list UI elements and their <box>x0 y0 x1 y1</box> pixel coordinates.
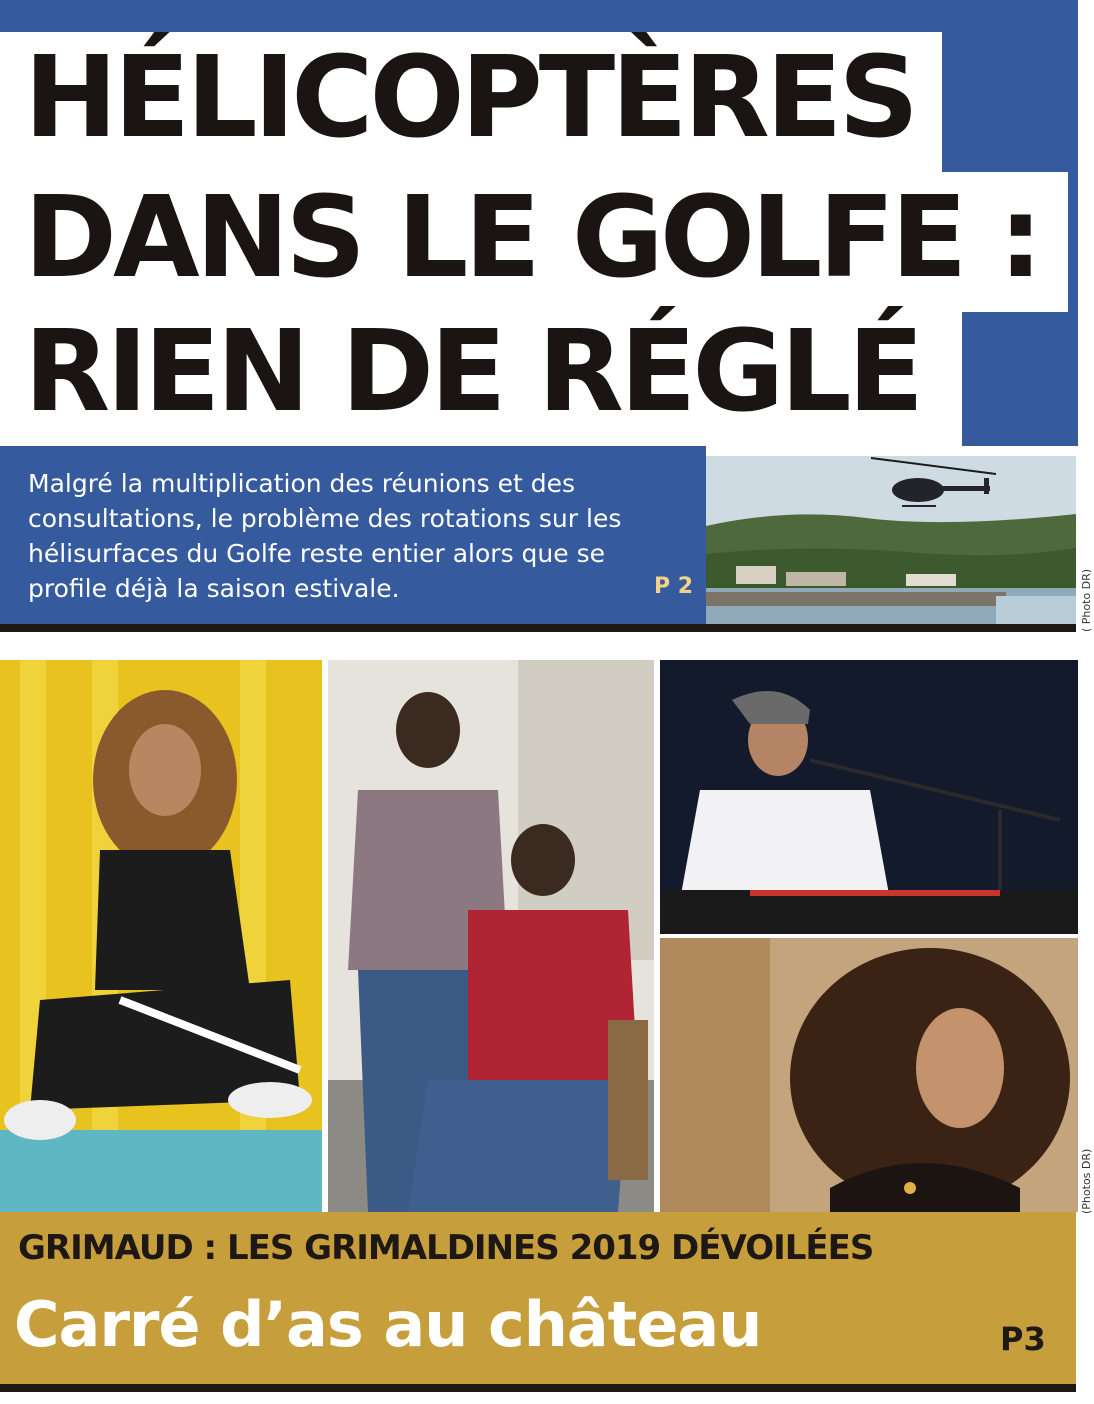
page-ref-feature: P3 <box>1000 1320 1046 1358</box>
page-ref-intro: P 2 <box>654 574 694 599</box>
artist-photo-pianist <box>660 660 1078 934</box>
headline-line-3: RIEN DE RÉGLÉ <box>0 306 962 446</box>
artist-photo-curly-singer <box>660 938 1078 1212</box>
photo-credit-top: ( Photo DR) <box>1080 568 1093 632</box>
artist-photo-duo <box>328 660 654 1212</box>
helicopter-photo <box>706 456 1076 624</box>
bottom-rule <box>0 1384 1076 1392</box>
artist-photo-woman-yellow <box>0 660 322 1212</box>
divider-rule <box>0 624 1076 632</box>
intro-text: Malgré la multiplication des réunions et des consultations, le problème des rotations sur les hélisurfaces du Golfe reste entier alors que se profile déjà la saison estivale. <box>28 469 622 603</box>
feature-box <box>0 1212 1076 1384</box>
headline-line-1: HÉLICOPTÈRES <box>0 32 942 172</box>
intro-box <box>0 446 706 624</box>
feature-kicker: GRIMAUD : LES GRIMALDINES 2019 DÉVOILÉES <box>18 1228 874 1268</box>
feature-title: Carré d’as au château <box>14 1288 762 1361</box>
headline-line-2: DANS LE GOLFE : <box>0 172 1068 312</box>
photo-credit-bottom: (Photos DR) <box>1080 1148 1093 1214</box>
